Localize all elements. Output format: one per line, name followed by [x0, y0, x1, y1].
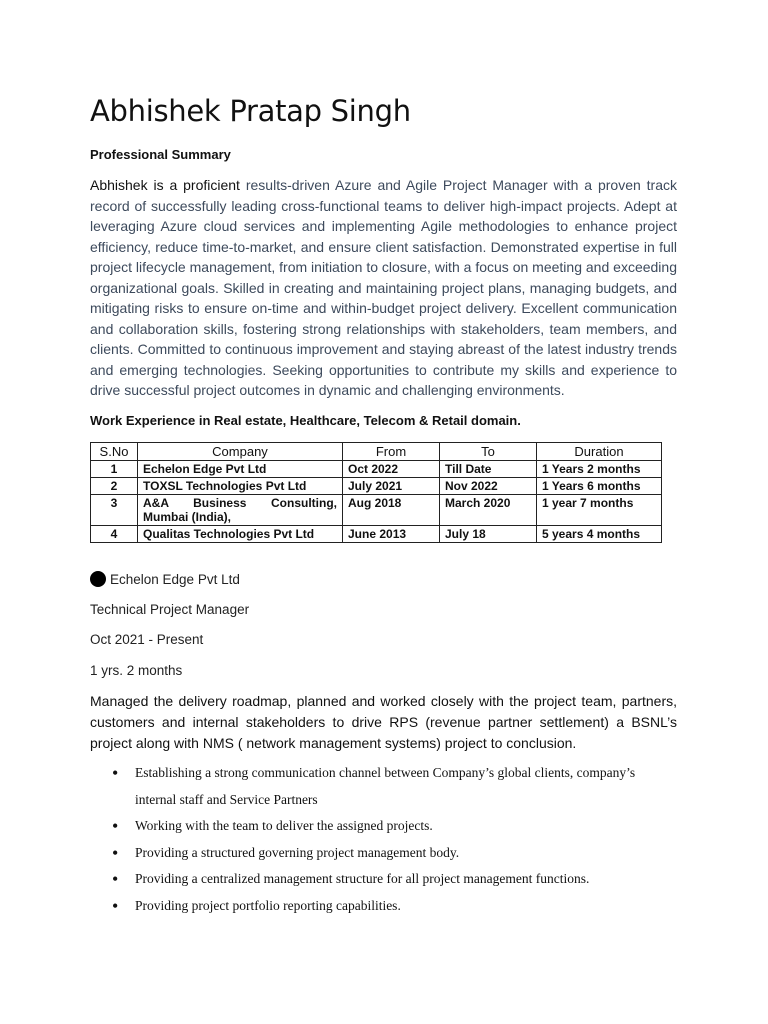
list-item: • Working with the team to deliver the assigned projects.	[90, 813, 650, 840]
summary-body: results-driven Azure and Agile Project Manager with a proven track record of successfully leading cross-functional teams to deliver high-impact projects. Adept at leveraging Azure cloud services and implementing Agile methodologies to enhance project efficiency, reduce time-to-market, and ensure client satisfaction. Demonstrated expertise in full project lifecycle management, from initiation to closure, with a focus on meeting and exceeding organizational goals. Skilled in creating and maintaining project plans, managing budgets, and mitigating risks to ensure on-time and within-budget project delivery. Excellent communication and collaboration skills, fostering strong relationships with stakeholders, team members, and clients. Committed to continuous improvement and staying abreast of the latest industry trends and emerging technologies. Seeking opportunities to contribute my skills and experience to drive successful project outcomes in dynamic and challenging environments.	[90, 177, 677, 398]
cell-to: Till Date	[440, 461, 537, 478]
cell-company: A&A Business Consulting, Mumbai (India),	[138, 495, 343, 526]
cell-sno: 2	[91, 478, 138, 495]
cell-company: TOXSL Technologies Pvt Ltd	[138, 478, 343, 495]
cell-company: Echelon Edge Pvt Ltd	[138, 461, 343, 478]
professional-summary	[90, 175, 677, 401]
job-company-line	[90, 571, 240, 587]
header-to: To	[440, 443, 537, 461]
table-header-row	[91, 443, 662, 461]
list-item: • Providing project portfolio reporting capabilities.	[90, 893, 650, 920]
header-from: From	[343, 443, 440, 461]
header-duration: Duration	[537, 443, 662, 461]
summary-heading: Professional Summary	[90, 147, 231, 162]
cell-from: Aug 2018	[343, 495, 440, 526]
candidate-name: Abhishek Pratap Singh	[90, 94, 411, 128]
summary-lead: Abhishek is a proficient	[90, 177, 240, 193]
experience-table	[90, 442, 662, 543]
table-row	[91, 526, 662, 543]
job-duration: 1 yrs. 2 months	[90, 663, 183, 678]
job-description: Managed the delivery roadmap, planned and worked closely with the project team, partners, customers and internal stakeholders to drive RPS (revenue partner settlement) a BSNL’s project along with NMS ( network management systems) project to conclusion.	[90, 693, 677, 751]
job-company: Echelon Edge Pvt Ltd	[110, 572, 240, 587]
list-item: • Providing a centralized management structure for all project management functions.	[90, 866, 650, 893]
cell-duration: 1 year 7 months	[537, 495, 662, 526]
cell-from: June 2013	[343, 526, 440, 543]
table-row	[91, 461, 662, 478]
cell-to: March 2020	[440, 495, 537, 526]
cell-company: Qualitas Technologies Pvt Ltd	[138, 526, 343, 543]
cell-sno: 1	[91, 461, 138, 478]
cell-from: Oct 2022	[343, 461, 440, 478]
cell-to: July 18	[440, 526, 537, 543]
table-row	[91, 478, 662, 495]
list-item: • Providing a structured governing project management body.	[90, 840, 650, 867]
experience-heading: Work Experience in Real estate, Healthcare, Telecom & Retail domain.	[90, 413, 521, 428]
cell-duration: 5 years 4 months	[537, 526, 662, 543]
table-row	[91, 495, 662, 526]
header-company: Company	[138, 443, 343, 461]
cell-from: July 2021	[343, 478, 440, 495]
cell-to: Nov 2022	[440, 478, 537, 495]
job-period: Oct 2021 - Present	[90, 632, 204, 647]
job-title: Technical Project Manager	[90, 602, 250, 617]
list-item: • Establishing a strong communication channel between Company’s global clients, company’s internal staff and Service Partners	[90, 760, 650, 813]
header-sno: S.No	[91, 443, 138, 461]
cell-sno: 4	[91, 526, 138, 543]
duties-list	[90, 760, 650, 919]
cell-sno: 3	[91, 495, 138, 526]
bullet-dot-icon	[90, 571, 106, 587]
cell-duration: 1 Years 2 months	[537, 461, 662, 478]
cell-duration: 1 Years 6 months	[537, 478, 662, 495]
